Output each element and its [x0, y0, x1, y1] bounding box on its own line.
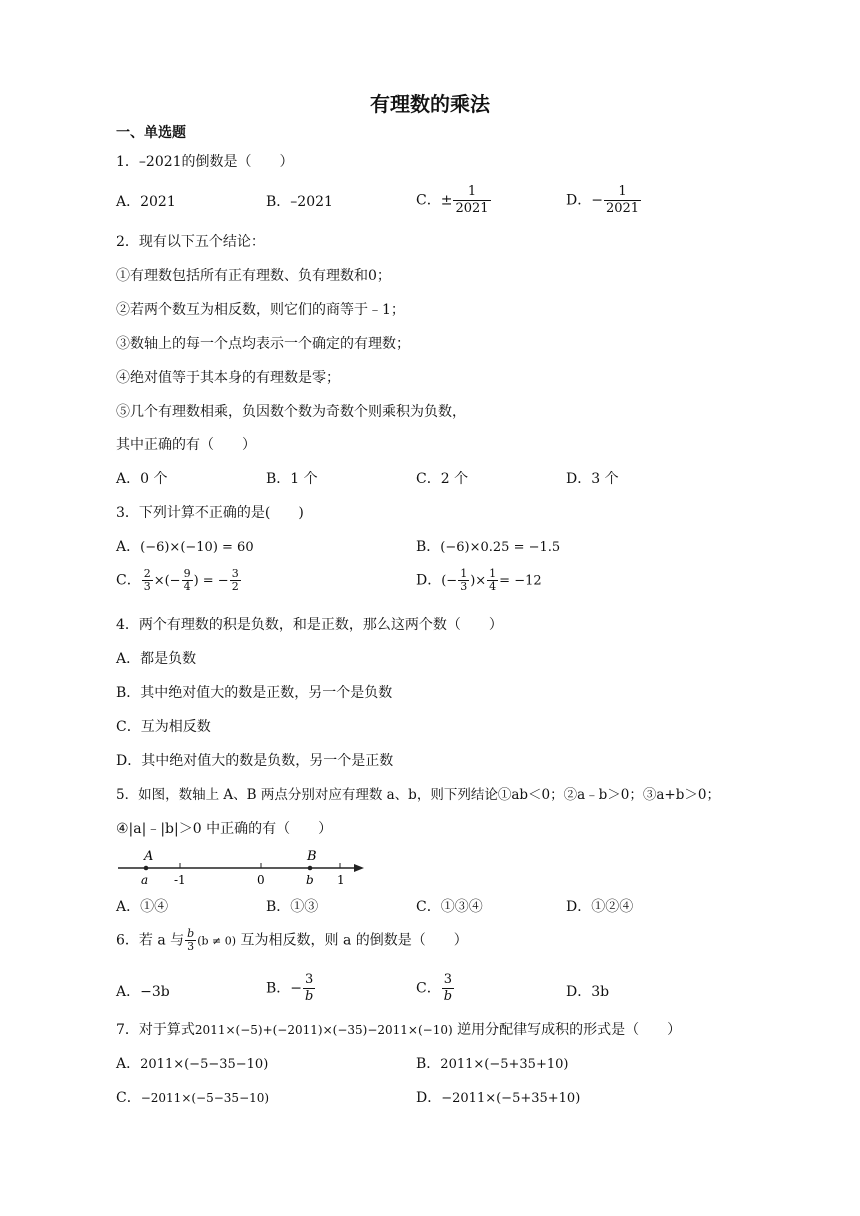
q7-d-expression: −2011×(−5+35+10) — [441, 1091, 581, 1106]
q3-d-num-2: 1 — [489, 567, 497, 580]
q3-c-num-2: 9 — [183, 567, 191, 580]
q2-tail: 其中正确的有（ ） — [116, 437, 256, 453]
q5-option-a: A．①④ — [116, 899, 169, 915]
q5-option-d: D．①②④ — [566, 899, 634, 915]
q6-stem-pre: 6．若 a 与 — [116, 932, 185, 949]
section-heading: 一、单选题 — [116, 125, 186, 141]
question-2-stem: 2．现有以下五个结论： — [116, 234, 265, 250]
q1-d-numerator: 1 — [604, 184, 641, 201]
q1-c-denominator: 2021 — [455, 201, 489, 216]
q3-c-den-1: 3 — [143, 580, 151, 593]
q2-statement-2: ②若两个数互为相反数，则它们的商等于﹣1； — [116, 302, 405, 318]
q3-d-eq: = −12 — [499, 573, 542, 589]
q1-d-prefix: D．− — [566, 192, 603, 209]
q3-option-c — [116, 568, 242, 593]
q6-option-b — [266, 972, 316, 1005]
q3-b-expression: (−6)×0.25 = −1.5 — [440, 540, 561, 555]
q1-c-prefix: C．± — [416, 192, 453, 209]
q3-a-expression: (−6)×(−10) = 60 — [140, 540, 254, 555]
question-5-stem-line-1: 5．如图，数轴上 A、B 两点分别对应有理数 a、b，则下列结论①ab＜0；②a﹣b＞0；③a+b＞0； — [116, 787, 720, 803]
q3-c-fraction-2 — [182, 568, 193, 593]
q6-b-num: 3 — [303, 972, 315, 989]
q4-option-c: C．互为相反数 — [116, 719, 211, 735]
number-line-figure — [116, 846, 372, 888]
q1-option-a: A．2021 — [116, 194, 176, 210]
q3-option-a — [116, 538, 254, 557]
q7-c-label: C． — [116, 1090, 141, 1106]
q3-d-label: D． — [416, 572, 442, 589]
q7-b-label: B． — [416, 1056, 441, 1072]
point-b-dot — [308, 866, 313, 871]
q5-option-b: B．①③ — [266, 899, 319, 915]
q7-option-b — [416, 1055, 568, 1074]
q6-option-d: D．3b — [566, 984, 610, 1000]
tick-label-a: a — [141, 873, 149, 887]
q6-option-a: A．−3b — [116, 984, 170, 1000]
tick-label-b: b — [306, 873, 314, 887]
q6-frac-num: b — [187, 927, 195, 940]
q7-option-c — [116, 1089, 269, 1107]
question-6-stem — [116, 928, 468, 953]
q3-c-eq: ) = − — [193, 573, 229, 589]
q7-expression: 2011×(−5)+(−2011)×(−35)−2011×(−10) — [194, 1023, 453, 1037]
question-1-stem: 1．–2021的倒数是（ ） — [116, 154, 294, 170]
q1-c-numerator: 1 — [453, 184, 490, 201]
q7-b-expression: 2011×(−5+35+10) — [440, 1057, 569, 1072]
q3-c-num-3: 3 — [231, 567, 239, 580]
q2-statement-4: ④绝对值等于其本身的有理数是零； — [116, 370, 340, 386]
q7-option-d — [416, 1089, 580, 1108]
q5-option-c: C．①③④ — [416, 899, 483, 915]
q3-d-open: (− — [441, 573, 458, 589]
q1-option-b: B．–2021 — [266, 194, 333, 210]
q1-option-c — [416, 184, 492, 217]
q6-c-fraction — [442, 972, 454, 1005]
number-line-arrow-icon — [354, 864, 364, 872]
q3-b-label: B． — [416, 539, 441, 555]
q6-fraction — [185, 928, 196, 953]
tick-label-neg1: -1 — [174, 873, 186, 887]
page-title: 有理数的乘法 — [370, 92, 490, 116]
q1-option-d — [566, 184, 642, 217]
point-a-label: A — [144, 849, 154, 864]
q1-d-fraction — [604, 184, 641, 217]
q3-c-den-3: 2 — [231, 580, 239, 593]
q3-d-den-2: 4 — [489, 580, 497, 593]
q6-option-c — [416, 972, 455, 1005]
q3-option-b — [416, 538, 560, 557]
q7-a-label: A． — [116, 1056, 141, 1072]
q7-c-expression: −2011×(−5−35−10) — [140, 1091, 270, 1105]
q7-d-label: D． — [416, 1090, 442, 1106]
q6-b-den: b — [305, 989, 314, 1004]
q2-option-d: D．3 个 — [566, 471, 619, 487]
q3-a-label: A． — [116, 539, 141, 555]
point-a-dot — [144, 866, 149, 871]
q7-stem-post: 逆用分配律写成积的形式是（ ） — [457, 1022, 682, 1038]
q2-option-c: C．2 个 — [416, 471, 469, 487]
q3-c-den-2: 4 — [183, 580, 191, 593]
question-4-stem: 4．两个有理数的积是负数，和是正数，那么这两个数（ ） — [116, 617, 503, 633]
q6-b-fraction — [303, 972, 315, 1005]
q2-option-a: A．0 个 — [116, 471, 168, 487]
tick-label-1: 1 — [337, 873, 345, 887]
q6-frac-den: 3 — [187, 940, 195, 953]
q2-statement-5: ⑤几个有理数相乘，负因数个数为奇数个则乘积为负数， — [116, 404, 466, 420]
question-7-stem — [116, 1021, 681, 1039]
q6-stem-post: 互为相反数，则 a 的倒数是（ ） — [240, 932, 468, 949]
question-3-stem: 3．下列计算不正确的是( ) — [116, 505, 304, 521]
q3-d-den-1: 3 — [460, 580, 468, 593]
q3-option-d — [416, 568, 542, 593]
question-5-stem-line-2: ④|a|﹣|b|＞0 中正确的有（ ） — [116, 821, 333, 837]
q6-condition: (b ≠ 0) — [197, 934, 237, 948]
q3-d-fraction-1 — [458, 568, 469, 593]
q1-c-fraction — [453, 184, 490, 217]
q6-b-prefix: B．− — [266, 980, 303, 997]
q2-option-b: B．1 个 — [266, 471, 318, 487]
q7-option-a — [116, 1055, 268, 1074]
q4-option-a: A．都是负数 — [116, 651, 197, 667]
q3-c-num-1: 2 — [143, 567, 151, 580]
q2-statement-1: ①有理数包括所有正有理数、负有理数和0； — [116, 268, 391, 284]
q3-d-mid: )× — [470, 573, 487, 589]
tick-label-0: 0 — [257, 873, 265, 887]
q4-option-b: B．其中绝对值大的数是正数，另一个是负数 — [116, 685, 393, 701]
q3-d-fraction-2 — [487, 568, 498, 593]
q3-d-num-1: 1 — [460, 567, 468, 580]
q6-c-prefix: C． — [416, 980, 441, 997]
q1-d-denominator: 2021 — [605, 201, 640, 216]
q6-c-num: 3 — [442, 972, 454, 989]
q2-statement-3: ③数轴上的每一个点均表示一个确定的有理数； — [116, 336, 410, 352]
q6-c-den: b — [443, 989, 453, 1004]
q3-c-fraction-1 — [142, 568, 153, 593]
q3-c-fraction-3 — [230, 568, 241, 593]
q7-stem-pre: 7．对于算式 — [116, 1022, 195, 1038]
q7-a-expression: 2011×(−5−35−10) — [140, 1057, 269, 1072]
q3-c-label: C． — [116, 572, 141, 589]
q3-c-mid: ×(− — [153, 573, 181, 589]
point-b-label: B — [307, 849, 317, 864]
q4-option-d: D．其中绝对值大的数是负数，另一个是正数 — [116, 753, 394, 769]
